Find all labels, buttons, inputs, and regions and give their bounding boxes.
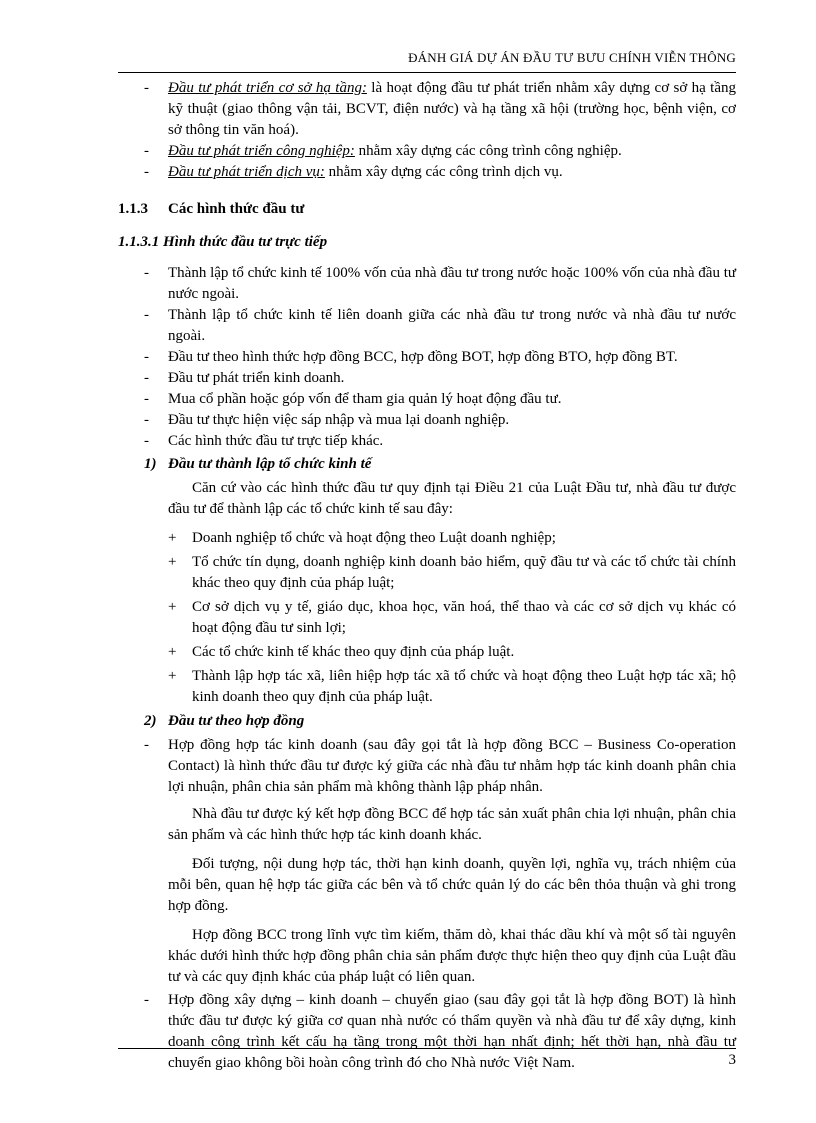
heading-number: 1) (144, 456, 157, 472)
list-item-text: Cơ sở dịch vụ y tế, giáo dục, khoa học, văn hoá, thể thao và các cơ sở dịch vụ khác có hoạt động đầu tư sinh lợi; (192, 599, 736, 636)
dash-marker: - (144, 433, 149, 449)
list-item-text: Đầu tư phát triển kinh doanh. (168, 370, 345, 386)
heading-title: Đầu tư theo hợp đồng (168, 713, 305, 729)
list-item (118, 528, 736, 549)
dash-marker: - (144, 143, 149, 159)
dash-marker: - (144, 992, 149, 1008)
list-item-text: Thành lập tổ chức kinh tế liên doanh giữa các nhà đầu tư trong nước và nhà đầu tư nước ngoài. (168, 307, 736, 344)
list-item (118, 368, 736, 389)
dash-marker: - (144, 307, 149, 323)
dash-marker: - (144, 737, 149, 753)
dash-marker: - (144, 370, 149, 386)
footer-rule (118, 1048, 736, 1049)
dash-marker: - (144, 412, 149, 428)
list-item (118, 162, 736, 183)
list-item-text: nhằm xây dựng các công trình dịch vụ. (324, 164, 563, 180)
list-item-text: Hợp đồng xây dựng – kinh doanh – chuyển giao (sau đây gọi tắt là hợp đồng BOT) là hình thức đầu tư được ký giữa cơ quan nhà nước có thẩm quyền và nhà đầu tư để xây dựng, kinh doanh công trình kết cấu hạ tầng trong một thời hạn nhất định; hết thời hạn, nhà đầu tư chuyển giao không bồi hoàn công trình đó cho Nhà nước Việt Nam. (168, 992, 736, 1071)
term-industry: Đầu tư phát triển công nghiệp: (168, 143, 355, 159)
list-item-text: Mua cổ phần hoặc góp vốn để tham gia quản lý hoạt động đầu tư. (168, 391, 562, 407)
section-heading (118, 199, 736, 220)
paragraph: Đối tượng, nội dung hợp tác, thời hạn kinh doanh, quyền lợi, nghĩa vụ, trách nhiệm của mỗi bên, quan hệ hợp tác giữa các bên và tổ chức quản lý do các bên thỏa thuận và ghi trong hợp đồng. (168, 856, 736, 914)
numbered-heading (118, 711, 736, 732)
list-item (118, 410, 736, 431)
list-item (118, 666, 736, 708)
list-item (118, 389, 736, 410)
plus-marker: + (168, 599, 177, 615)
dash-marker: - (144, 80, 149, 96)
dash-marker: - (144, 265, 149, 281)
list-item (118, 735, 736, 798)
dash-marker: - (144, 164, 149, 180)
list-item (118, 990, 736, 1074)
section-title: Các hình thức đầu tư (168, 201, 305, 217)
list-item-text: Doanh nghiệp tổ chức và hoạt động theo Luật doanh nghiệp; (192, 530, 556, 546)
list-item-text: Thành lập hợp tác xã, liên hiệp hợp tác xã tổ chức và hoạt động theo Luật hợp tác xã; hộ kinh doanh theo quy định của pháp luật. (192, 668, 736, 705)
list-item (118, 78, 736, 141)
header-rule (118, 72, 736, 73)
section-number: 1.1.3 (118, 201, 148, 217)
list-item-text: Các tổ chức kinh tế khác theo quy định của pháp luật. (192, 644, 515, 660)
list-item (118, 431, 736, 452)
list-item-text: Thành lập tổ chức kinh tế 100% vốn của nhà đầu tư trong nước hoặc 100% vốn của nhà đầu tư nước ngoài. (168, 265, 736, 302)
running-header: ĐÁNH GIÁ DỰ ÁN ĐẦU TƯ BƯU CHÍNH VIỄN THÔNG (408, 50, 736, 65)
page-number: 3 (728, 1052, 736, 1068)
dash-marker: - (144, 391, 149, 407)
term-services: Đầu tư phát triển dịch vụ: (168, 164, 325, 180)
plus-marker: + (168, 530, 177, 546)
list-item (118, 597, 736, 639)
dash-marker: - (144, 349, 149, 365)
list-item-text: Các hình thức đầu tư trực tiếp khác. (168, 433, 384, 449)
list-item (118, 347, 736, 368)
plus-marker: + (168, 644, 177, 660)
term-infrastructure: Đầu tư phát triển cơ sở hạ tầng: (168, 80, 367, 96)
page-content (118, 78, 736, 1074)
list-item (118, 263, 736, 305)
plus-marker: + (168, 668, 177, 684)
list-item-text: Đầu tư theo hình thức hợp đồng BCC, hợp đồng BOT, hợp đồng BTO, hợp đồng BT. (168, 349, 678, 365)
paragraph: Căn cứ vào các hình thức đầu tư quy định tại Điều 21 của Luật Đầu tư, nhà đầu tư được đầu tư để thành lập các tổ chức kinh tế sau đây: (168, 480, 736, 517)
list-item-text: là hoạt động đầu tư phát triển nhằm xây dựng cơ sở hạ tầng kỹ thuật (giao thông vận tải, BCVT, điện nước) và hạ tầng xã hội (trường học, bệnh viện, cơ sở thông tin văn hoá). (168, 80, 736, 138)
paragraph: Nhà đầu tư được ký kết hợp đồng BCC để hợp tác sản xuất phân chia lợi nhuận, phân chia sản phẩm và các hình thức hợp tác kinh doanh khác. (168, 806, 736, 843)
paragraph: Hợp đồng BCC trong lĩnh vực tìm kiếm, thăm dò, khai thác dầu khí và một số tài nguyên khác dưới hình thức hợp đồng phân chia sản phẩm được thực hiện theo quy định của Luật đầu tư và các quy định khác của pháp luật có liên quan. (168, 927, 736, 985)
list-item (118, 642, 736, 663)
numbered-heading (118, 454, 736, 475)
list-item (118, 141, 736, 162)
list-item (118, 305, 736, 347)
list-item-text: Hợp đồng hợp tác kinh doanh (sau đây gọi tắt là hợp đồng BCC – Business Co-operation Contact) là hình thức đầu tư được ký giữa các nhà đầu tư nhằm hợp tác kinh doanh phân chia lợi nhuận, phân chia sản phẩm mà không thành lập pháp nhân. (168, 737, 736, 795)
heading-title: Đầu tư thành lập tổ chức kinh tế (168, 456, 372, 472)
subsection-heading: 1.1.3.1 Hình thức đầu tư trực tiếp (118, 234, 328, 250)
heading-number: 2) (144, 713, 157, 729)
list-item-text: Đầu tư thực hiện việc sáp nhập và mua lại doanh nghiệp. (168, 412, 510, 428)
list-item-text: nhằm xây dựng các công trình công nghiệp. (354, 143, 622, 159)
list-item-text: Tổ chức tín dụng, doanh nghiệp kinh doanh bảo hiểm, quỹ đầu tư và các tổ chức tài chính khác theo quy định của pháp luật; (192, 554, 736, 591)
list-item (118, 552, 736, 594)
plus-marker: + (168, 554, 177, 570)
